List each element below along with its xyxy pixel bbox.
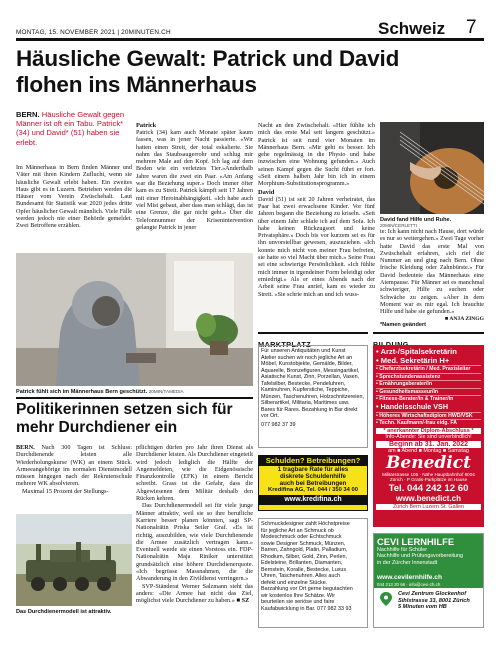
bildung-course-line: • Sprechstundenassistenz xyxy=(376,373,481,381)
article1-footnote: *Namen geändert xyxy=(380,321,427,328)
article2-headline: Politikerinnen setzen sich für mehr Durchdiener ein xyxy=(16,401,233,436)
marktplatz-ad3-text xyxy=(261,521,365,612)
marktplatz-ad1-line: Silberartikel, Militaria, Maritimes usw. xyxy=(261,400,350,406)
bildung-course-line: • Ernährungsberater/in xyxy=(376,380,481,388)
cevi-small: 044 213 20 66 · info@cevi-zh.ch xyxy=(374,582,483,588)
bildung-highlight: * anerkannter Diplom-Abschluss * xyxy=(376,428,481,434)
col3-subhead: David xyxy=(258,188,275,196)
photo-soldiers xyxy=(16,514,132,606)
ad2-url[interactable]: www.kredifina.ch xyxy=(259,495,367,505)
marktplatz-ad1-line: Möbel, Kunstobjekte, Gemälde, Bilder, xyxy=(261,361,353,367)
bildung-header xyxy=(373,332,484,342)
marktplatz-ad1-phone: 077 982 37 39 xyxy=(261,421,296,428)
ad2-title1: Schulden? Betreibungen? xyxy=(259,456,367,466)
article2-col1b: Maximal 15 Prozent der Stellungs- xyxy=(22,487,109,495)
marktplatz-ad1-line: Bares für Rares. Bezahlung in Bar direkt xyxy=(261,406,358,413)
marktplatz-ad3-line: Edelsteine, Brillanten, Diamanten, xyxy=(261,560,343,566)
marktplatz-ad3-line: Barren, Zahngold, Platin, Palladium, xyxy=(261,547,348,553)
article1-col4 xyxy=(380,228,484,328)
bildung-course-line: • Gesundheitsmasseur/in xyxy=(376,388,481,396)
article1-headline: Häusliche Gewalt: Patrick und David flohen ins Männerhaus xyxy=(16,46,400,97)
article1-byline: ■ ANJA ZINGG xyxy=(444,315,484,322)
bildung-cities: Zürich Bern Luzern St. Gallen xyxy=(376,504,481,510)
article1-col1: Im Männerhaus in Bern finden Männer und Väter mit ihren Kindern Zuflucht, wenn sie häusliche Gewalt erlebt haben. Ein zweites Haus gibt es in Luzern. Betrieben werden die Häuser vom Verein Zwüschehalt. Laut Bundesamt für Statistik war 2020 jedes dritte Opfer häuslicher Gewalt männlich. Viele Fälle werden jedoch nie einer Behörde gemeldet. Zwei Betroffene erzählen. xyxy=(16,164,132,230)
bildung-ad xyxy=(373,345,484,527)
photo-soldiers-illustration xyxy=(16,514,132,606)
marktplatz-ad3-line: sowie Designer Schmuck, Münzen, xyxy=(261,540,346,547)
lead-text: Häusliche Gewalt gegen Männer ist oft ein Tabu. Patrick* (34) und David* (51) haben sie erlebt. xyxy=(16,110,125,147)
lead-kicker: BERN. xyxy=(16,110,40,119)
article2-col2-text: pflichtigen dürfen pro Jahr ihren Dienst als Durchdiener leisten. Als Durchdiener eingeteilt wird jedoch lediglich die Hälfte der Angemeldeten, wie die Eidgenössische Finanzkontrolle (EFK) in einem Bericht schreibt. Grass ist die Gefahr, dass die Abgewiesenen dem Militär deshalb den Rücken kehren. xyxy=(136,444,254,503)
cevi-center3: 5 Minuten vom HB xyxy=(398,604,447,611)
photo-david-illustration xyxy=(380,122,484,214)
cevi-text2: Nachhilfe und Prüfungsvorbereitung xyxy=(377,553,464,560)
marktplatz-ad3-line: Modeschmuck oder Echtschmuck xyxy=(261,534,342,540)
marktplatz-ad3 xyxy=(258,518,368,628)
cevi-text1: Nachhilfe für Schüler xyxy=(377,547,428,553)
marktplatz-ad1-line: vor Ort. xyxy=(261,413,279,419)
marktplatz-ad1-line: Asiatische Kunst, Zinn, Porzellan, Vasen, xyxy=(261,374,360,380)
ad2-title4: auch bei Betreibungen xyxy=(279,480,347,487)
photo-david xyxy=(380,122,484,214)
photo1-caption-text: Patrick fühlt sich im Männerhaus Bern geschützt. xyxy=(16,389,148,395)
bildung-phone: Tel. 044 242 12 60 xyxy=(388,482,469,494)
col3-text: Nacht an den Zwüschehalt. «Hier fühlte ich mich das erste Mal seit langem geschützt.» Patrick ist seit rund vier Monaten im Männerhaus Bern. «Mir geht es besser. Ich gehe regelmässig in die Physio und habe inzwischen eine Wohnung gefunden.» Auch seinen Kampf gegen die Sucht führt er fort. «Seit einem halben Jahr bin ich in einem Morphium-Substitutionsprogramm.» xyxy=(258,122,375,188)
page-number: 7 xyxy=(466,17,477,38)
bildung-url[interactable]: www.benedict.ch xyxy=(395,493,462,503)
cevi-url[interactable]: www.cevilernhilfe.ch xyxy=(374,574,483,582)
bildung-brand: Benedict xyxy=(386,452,471,473)
map-pin-icon xyxy=(380,592,392,606)
bildung-course-line: • Fitness-Berater/in & Trainer/in xyxy=(376,395,481,403)
marktplatz-ad1-line: Tafelsilber, Bestecke, Pendeluhren, xyxy=(261,380,346,387)
cevi-center xyxy=(374,588,483,611)
photo1-caption xyxy=(16,389,184,395)
photo1-credit: 20MIN/TAMEDIA xyxy=(148,389,184,394)
cevi-ad xyxy=(373,533,484,628)
marktplatz-ad3-line: Kaufabwicklung in Bar. 077 982 33 93 xyxy=(261,605,352,612)
marktplatz-ad1-line: Münzen, Taschenuhren, Holzschnitzereien, xyxy=(261,393,364,400)
marktplatz-ad1-line: Aquarelle, Bronzefiguren, Messingartikel, xyxy=(261,367,360,374)
article2-byline: ■ SZ xyxy=(236,597,250,605)
marktplatz-ad1-text xyxy=(261,348,365,420)
article2-col2 xyxy=(136,444,253,605)
cevi-center1: Cevi Zentrum Glockenhof xyxy=(398,591,467,597)
article2-kicker: BERN. xyxy=(16,444,35,451)
photo-patrick xyxy=(16,253,253,386)
article2-col2b-text: Das Durchdienermodell sei für viele junge Männer attraktiv, weil sie so ihre berufliche Karriere besser planen könnten, sagt SP-Nationalrätin Priska Seiler Graf. «Es ist richtig, auszubilden, wie viele Durchdienende die Armee zusätzlich vertragen kann.» Eventuell werde sie einen Vorstoss ein. FDP-Nationalrätin Maja Riniker unterstützt grundsätzlich eine höhere Durchdienerquote. «Ich begrüsse Massnahmen, die die Abwanderung in den Zivildienst verringern.» xyxy=(136,502,253,583)
ad2-title3: diskrete Schuldenhilfe xyxy=(279,473,347,480)
marktplatz-ad3-line: defekt und einzelne Stücke. xyxy=(261,579,328,586)
cevi-header xyxy=(374,534,483,574)
marktplatz-ad1 xyxy=(258,345,368,448)
bildung-course-line: • Höheres Wirtschaftsdiplom HWD/VSK xyxy=(376,412,481,420)
marktplatz-ad3-line: für jegliche Art an Schmuck ob xyxy=(261,527,334,534)
article2-col1 xyxy=(16,444,132,495)
cevi-brand: CEVI LERNHILFE xyxy=(377,536,455,547)
ad2-phone: Kredifina AG, Tel. 044 / 350 34 00 xyxy=(268,487,358,493)
photo2-caption-text: David fand Hilfe und Ruhe. xyxy=(380,217,452,223)
marktplatz-ad1-line: Atelier suchen wir noch jegliche Art an xyxy=(261,354,353,361)
marktplatz-ad1-line: Für unseren Antiquitäten und Kunst xyxy=(261,348,346,354)
page-date: MONTAG, 15. NOVEMBER 2021 | 20MINUTEN.CH xyxy=(16,29,171,36)
marktplatz-ad3-line: Barzahlung vor Ort gerne begutachten xyxy=(261,586,353,592)
header-rule xyxy=(16,38,484,41)
bildung-course-line: • Handelsschule VSH xyxy=(376,401,449,411)
section-title: Schweiz xyxy=(378,19,446,38)
marktplatz-header xyxy=(258,332,368,349)
marktplatz-ad2 xyxy=(258,455,368,511)
bildung-address: Militärstrasse 106 · Nähe Hauptbahnhof 8004 Zürich · P Gratis-Parkplätze im Hause xyxy=(382,471,475,483)
article2-col2c: SVP-Ständerat Werner Salzmann sieht das anders: «Die Armee hat nicht das Ziel, möglichst viele Durchdiener zu haben.» xyxy=(136,582,253,605)
bildung-times: am ■ Abend ■ Montag ■ Samstag xyxy=(388,447,469,454)
marktplatz-ad3-line: wir kostenlos Ihre Schätze. Wir xyxy=(261,592,335,599)
photo2-credit: 20MIN/CERLETTI xyxy=(380,223,418,228)
marktplatz-ad3-line: Rhodium, Silber, Gold, Zinn, Perlen, xyxy=(261,553,347,560)
cevi-text3: in der Zürcher Innenstadt xyxy=(377,559,438,566)
bildung-course-list xyxy=(376,347,481,427)
marktplatz-ad3-line: beurteilen sie seriöse und faire xyxy=(261,599,335,605)
col2-subhead: Patrick xyxy=(136,122,157,129)
cevi-center2: Sihlstrasse 33, 8001 Zürich xyxy=(398,597,470,604)
col4-text: te: Ich kann nicht nach Hause, dort würde es nur so weitergehen.» Zwei Tage vorher hatte David das erste Mal von Zwüschehalt erfahren, «ich rief die Nummer an und ging nach Bern. Ohne frische Kleidung oder Zahnbürste.» Für David bedeutete das Männerhaus eine Atempause. Für Männer sei es manchmal schwieriger, Hilfe zu suchen oder Schwäche zu zeigen. «Aber in dem Moment war es mir egal. Ich brauchte Hilfe und habe sie gefunden.» xyxy=(380,228,484,316)
col3b-text: David (51) ist seit 20 Jahren verheiratet, das Paar hat zwei erwachsene Kinder. Vor fünf Jahren begann die Beziehung zu kriseln. «Seit über einem Jahr schlafe ich auf dem Sofa. Ich habe keinen Rückzugsort und keine Privatsphäre.» Doch bis vor kurzem sei es für ihn unvorstellbar gewesen, auszuziehen. «Ich konnte mich nicht von meiner Frau befreien, sie hatte so viel Macht über mich.» Seine Frau sei eine schwierige Persönlichkeit. «Ich fühlte mich immer in irgendeiner Form beleidigt oder erniedrigt.» Als er eines Abends nach der Arbeit seine Frau anrief, kam es wieder zu Streit. «Sie schrie mich an und ich wuss- xyxy=(258,195,375,298)
marktplatz-ad3-line: Uhren, Taschenuhren. Alles auch xyxy=(261,573,341,579)
bildung-course-line: • Med. Sekretärin H+ xyxy=(376,356,450,365)
photo-soldiers-caption: Das Durchdienermodell ist attraktiv. xyxy=(16,609,112,615)
bildung-start: Beginn ab 31. Jan. 2022 xyxy=(376,441,481,448)
article2-col2c-text xyxy=(136,583,253,605)
marktplatz-ad1-line: Kaminuhren, Kupferstiche, Teppiche, xyxy=(261,387,349,393)
bildung-course-line: • Techn. Kaufmann/-frau eidg. FA xyxy=(376,419,481,427)
article1-lead xyxy=(16,110,130,147)
marktplatz-title: MARKTPLATZ xyxy=(258,340,311,349)
article2-col1-text: Nach 300 Tagen ist Schluss: Durchdienende leisten alle Wiederholungskurse (WK) an einem Stück. Armeeangehörige im normalen Dienstmodell müssen hingegen nach der Rekrutenschule mehrere WK absolvieren. xyxy=(16,444,132,488)
bildung-info: Info-Abende: Sie sind unverbindlich! xyxy=(385,433,472,440)
article1-col2 xyxy=(136,122,253,231)
article2-rule xyxy=(16,397,253,399)
marktplatz-ad3-line: Bernstein, Koralle, Bestecke, Luxus xyxy=(261,566,347,573)
photo-patrick-illustration xyxy=(16,253,253,386)
ad2-title2: 1 tragbare Rate für alles xyxy=(277,466,349,473)
bildung-course-line: • Arzt-/Spitalsekretärin xyxy=(376,347,457,356)
article1-col3 xyxy=(258,122,375,298)
bildung-course-line: • Chefarztsekretärin / Med. Praxisleiter xyxy=(376,365,481,373)
col2-text: Patrick (34) kam auch Monate später kaum fassen, was in jener Nacht passierte. «Wir hatten einen Streit, der total eskalierte. Sie nahm das Staubsaugerrohr und schlug mir mehrere Male auf den Kopf. Ich lag auf dem Boden wie ein verletztes Tier.»Anderthalb Jahre waren die zwei ein Paar. «Am Anfang war die Beziehung super.» Doch immer öfter kam es zu Streit. Patrick kämpft seit 17 Jahren mit einer Heroinabhängigkeit. «Ich habe auch viel Mist gebaut, aber dass man schlägt, das ist eine Grenze, die gar nicht geht.» Über die Telefonnummer der Krisenintervention gelangte Patrick in jener xyxy=(136,129,253,231)
marktplatz-ad3-line: Schmuckdesigner zahlt Höchstpreise xyxy=(261,521,350,527)
